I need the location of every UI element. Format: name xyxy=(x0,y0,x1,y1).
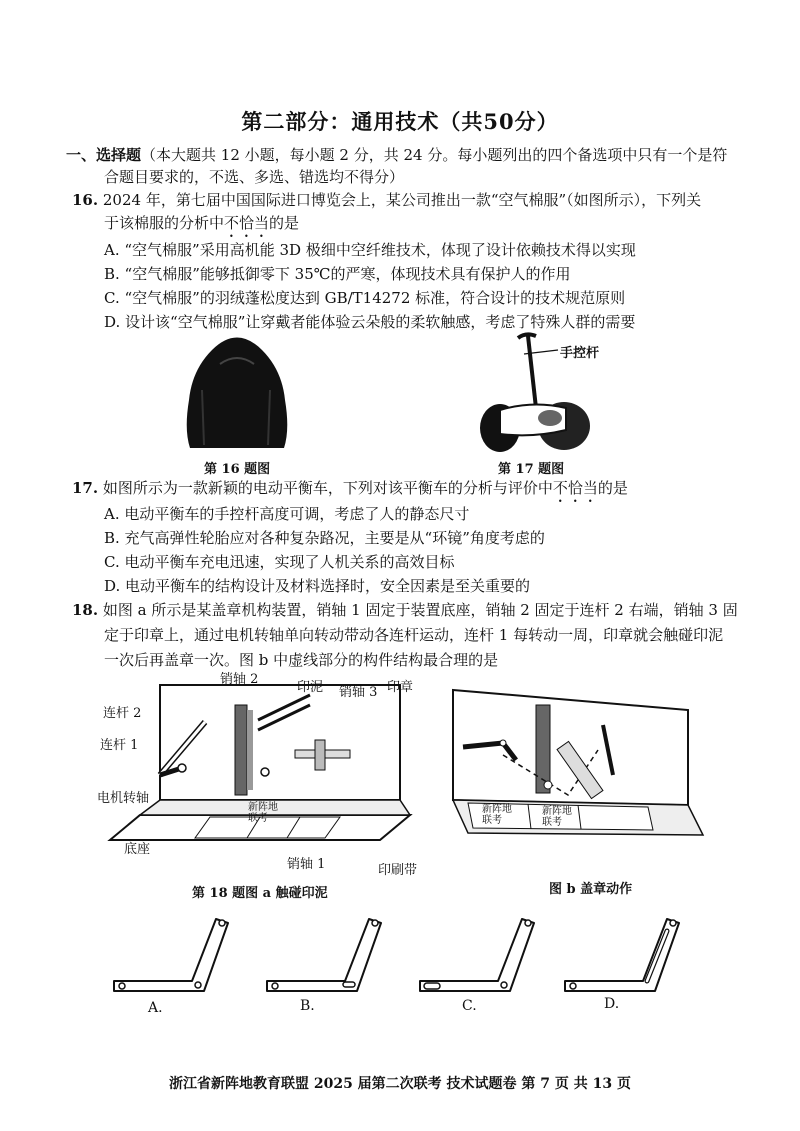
choice-label-a: A. xyxy=(148,1000,163,1016)
choice-shape-a xyxy=(104,905,234,995)
label-link2: 连杆 2 xyxy=(103,706,142,721)
section-desc-1: （本大题共 12 小题，每小题 2 分，共 24 分。每小题列出的四个备选项中只有一个是符 xyxy=(141,146,728,164)
q16-option-a: A. “空气棉服”采用高机能 3D 极细中空纤维技术，体现了设计依赖技术得以实现 xyxy=(104,241,636,259)
page-footer: 浙江省新阵地教育联盟 2025 届第二次联考 技术试题卷 第 7 页 共 13 页 xyxy=(168,1076,632,1092)
q16-option-d: D. 设计该“空气棉服”让穿戴者能体验云朵般的柔软触感，考虑了特殊人群的需要 xyxy=(104,313,636,331)
paper-label-b2: 新阵地联考 xyxy=(542,806,572,828)
label-link1: 连杆 1 xyxy=(100,738,139,753)
q17-caption: 第 17 题图 xyxy=(498,462,565,477)
q16-line1: 2024 年，第七届中国国际进口博览会上，某公司推出一款“空气棉服”（如图所示），下列关 xyxy=(102,191,702,209)
q17-number: 17. xyxy=(72,479,99,497)
paper-label-a: 新阵地联考 xyxy=(248,802,278,824)
label-pin2: 销轴 2 xyxy=(220,672,259,687)
q17-option-b: B. 充气高弹性轮胎应对各种复杂路况，主要是从“环镜”角度考虑的 xyxy=(104,529,545,547)
q16-stem-1 xyxy=(72,190,701,210)
choice-shape-d xyxy=(555,905,685,995)
q18-caption-b: 图 b 盖章动作 xyxy=(549,882,633,897)
label-pin3: 销轴 3 xyxy=(339,685,378,700)
q18-stem-2: 定于印章上，通过电机转轴单向转动带动各连杆运动，连杆 1 每转动一周，印章就会触碰印泥 xyxy=(104,626,724,644)
choice-label-d: D. xyxy=(604,996,620,1012)
q17-line1-post: 的是 xyxy=(597,479,628,497)
label-belt: 印刷带 xyxy=(378,863,418,878)
label-stamp: 印章 xyxy=(387,680,414,695)
section-desc-2: 合题目要求的，不选、多选、错选均不得分） xyxy=(104,168,405,186)
choice-label-b: B. xyxy=(300,998,315,1014)
q17-option-d: D. 电动平衡车的结构设计及材料选择时，安全因素是至关重要的 xyxy=(104,577,531,595)
section-header xyxy=(66,145,727,165)
q16-line2-post: 的是 xyxy=(269,214,300,232)
q16-option-c: C. “空气棉服”的羽绒蓬松度达到 GB/T14272 标准，符合设计的技术规范原则 xyxy=(104,289,626,307)
label-ink: 印泥 xyxy=(297,680,324,695)
q18-stem-1 xyxy=(72,600,738,620)
label-pin1: 销轴 1 xyxy=(287,857,326,872)
label-handle: 手控杆 xyxy=(560,346,600,361)
choice-shape-b xyxy=(257,905,387,995)
section-heading: 一、选择题 xyxy=(66,146,142,164)
label-base: 底座 xyxy=(124,842,151,857)
jacket-figure xyxy=(182,330,292,455)
q18-caption-a: 第 18 题图 a 触碰印泥 xyxy=(192,886,328,901)
page-title: 第二部分：通用技术（共50分） xyxy=(241,109,559,134)
q16-line2-pre: 于该棉服的分析中 xyxy=(104,214,225,232)
q16-number: 16. xyxy=(72,191,99,209)
q18-stem-3: 一次后再盖章一次。图 b 中虚线部分的构件结构最合理的是 xyxy=(104,651,499,669)
q17-option-c: C. 电动平衡车充电迅速，实现了人机关系的高效目标 xyxy=(104,553,455,571)
q17-line1-emph: 不恰当 xyxy=(552,479,598,497)
label-motor: 电机转轴 xyxy=(97,791,150,806)
handle-leader-line xyxy=(524,340,564,360)
q18-number: 18. xyxy=(72,601,99,619)
q17-stem xyxy=(72,478,628,506)
q16-line2-emph: 不恰当 xyxy=(224,214,270,232)
q16-stem-2 xyxy=(104,213,299,241)
q17-option-a: A. 电动平衡车的手控杆高度可调，考虑了人的静态尺寸 xyxy=(104,505,470,523)
q17-line1-pre: 如图所示为一款新颖的电动平衡车，下列对该平衡车的分析与评价中 xyxy=(102,479,553,497)
q16-option-b: B. “空气棉服”能够抵御零下 35℃的严寒，体现技术具有保护人的作用 xyxy=(104,265,571,283)
q16-caption: 第 16 题图 xyxy=(204,462,271,477)
choice-label-c: C. xyxy=(462,998,477,1014)
q18-line1: 如图 a 所示是某盖章机构装置，销轴 1 固定于装置底座，销轴 2 固定于连杆 2 右端，销轴 3 固 xyxy=(102,601,738,619)
paper-label-b1: 新阵地联考 xyxy=(482,804,512,826)
choice-shape-c xyxy=(410,905,540,995)
